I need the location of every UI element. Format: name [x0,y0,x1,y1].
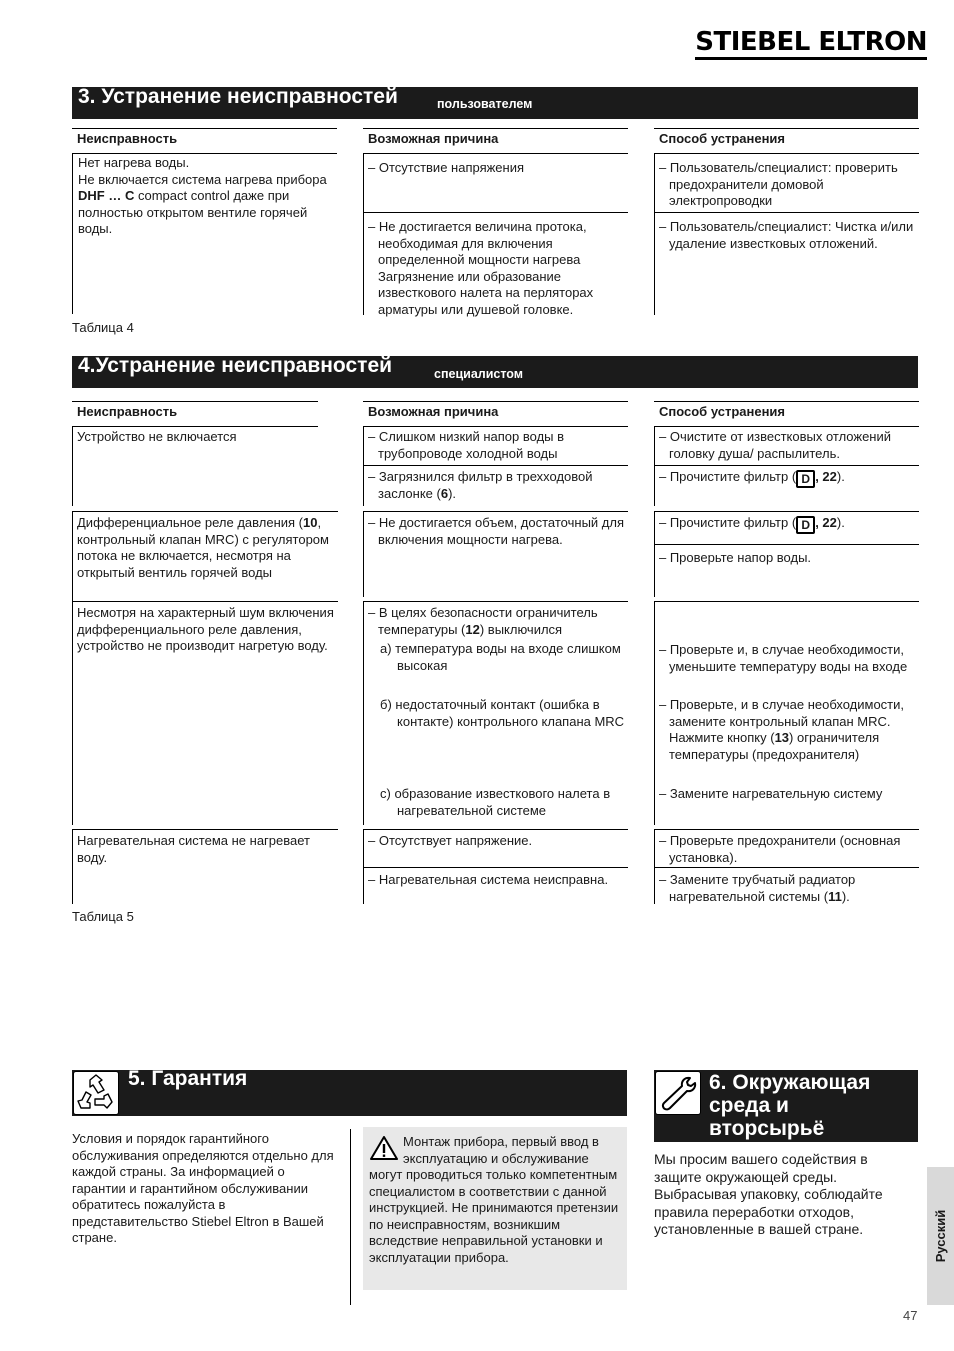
recycle-icon [73,1071,119,1115]
table4-fault: Нет нагрева воды. Не включается система нагрева прибора DHF … C compact control даже при полностью открытом вентиле горячей воды. [78,155,327,236]
col-header-fault: Неисправность [72,401,318,427]
figure-d-icon: D [796,470,815,488]
table4-caption: Таблица 4 [72,320,134,335]
section4-subtitle: специалистом [434,367,524,381]
col-header-remedy: Способ устранения [654,401,919,427]
table5-g4-remedy1: – Проверьте предохранители (основная установка). [654,829,919,867]
table5-g1-fault: Устройство не включается [72,427,338,506]
page-number: 47 [903,1308,918,1323]
figure-d-icon: D [796,516,815,534]
table5-g4-fault: Нагревательная система не нагревает воду. [72,829,338,904]
section4-title: 4.Устранение неисправностей [78,354,393,377]
brand-logo: STIEBEL ELTRON [695,28,927,60]
section5-text: Условия и порядок гарантийного обслуживания определяются отдельно для каждой страны. За информацией о гарантии и гарантийном обслуживании обратитесь пожалуйста в представительство Stiebel Eltron в Вашей стране. [72,1131,334,1245]
table5-g1-cause1: – Слишком низкий напор воды в трубопроводе холодной воды [363,427,621,465]
col-header-cause: Возможная причина [363,401,628,427]
section3-header [72,87,918,119]
table5-g2-cause: – Не достигается объем, достаточный для включения мощности нагрева. [363,511,628,597]
section5-title: 5. Гарантия [128,1067,248,1090]
table5-g4-remedy2: – Замените трубчатый радиатор нагревательной системы (11). [654,867,919,904]
warning-icon [369,1135,399,1166]
section6-title: 6. Окружающая среда и вторсырьё [709,1071,871,1140]
language-tab: Русский [927,1167,954,1305]
table5-caption: Таблица 5 [72,909,134,924]
col-header-fault: Неисправность [72,128,337,154]
col-header-remedy: Способ устранения [654,128,919,154]
section3-subtitle: пользователем [437,97,533,111]
table5-g2-remedy2: – Проверьте напор воды. [654,544,919,597]
warning-text: Монтаж прибора, первый ввод в эксплуатацию и обслуживание могут проводиться только компетентным специалистом в соответствии с данной инструкцией. Не принимаются претензии по неисправностям, возникшим вследствие неправильной установки и эксплуатации прибора. [369,1134,619,1265]
table5-g4-cause2: – Нагревательная система неисправна. [363,867,628,904]
section3-title: 3. Устранение неисправностей [78,85,398,108]
table5-g3-remedy: – Проверьте и, в случае необходимости, уменьшите температуру воды на входе – Проверьте, и в случае необходимости, замените контрольный клапан MRC. Нажмите кнопку (13) ограничителя температуры (предохранителя) – Замените нагревательную систему [654,601,919,825]
table5-g1-cause2: – Загрязнился фильтр в трехходовой заслонке (6). [363,465,628,506]
col-header-cause: Возможная причина [363,128,628,154]
table5-g4-cause1: – Отсутствует напряжение. [363,829,628,867]
table5-g1-remedy2: – Прочистите фильтр ( D , 22). [654,465,919,506]
table5-g2-fault: Дифференциальное реле давления (10, контрольный клапан MRC) с регулятором потока не включается, несмотря на открытый вентиль горячей воды [72,511,338,601]
table4-cause-1: – Отсутствие напряжения [363,154,628,212]
table5-g3-fault: Несмотря на характерный шум включения дифференциального реле давления, устройство не производит нагретую воду. [72,601,338,825]
table4-cause-2: – Не достигается величина протока, необходимая для включения определенной мощности нагрева Загрязнение или образование известкового налета на перляторах арматуры или душевой головке. [363,212,628,315]
table5-g2-remedy1: – Прочистите фильтр ( D , 22). [654,511,919,544]
table4-remedy-2: – Пользователь/специалист: Чистка и/или удаление известковых отложений. [654,212,919,315]
table5-g1-remedy1: – Очистите от известковых отложений головку душа/ распылитель. [654,427,919,465]
warning-box [363,1127,627,1290]
section4-header [72,356,918,388]
section6-text: Мы просим вашего содействия в защите окружающей среды. Выбрасывая упаковку, соблюдайте правила переработки отходов, установленные в вашей стране. [654,1151,883,1237]
wrench-icon [655,1071,701,1115]
table4-remedy-1: – Пользователь/специалист: проверить предохранители домовой электропроводки [654,154,919,212]
table5-g3-cause: – В целях безопасности ограничитель температуры (12) выключился а) температура воды на входе слишком высокая б) недостаточный контакт (ошибка в контакте) контрольного клапана MRC с) образование известкового налета в нагревательной системе [363,601,628,825]
